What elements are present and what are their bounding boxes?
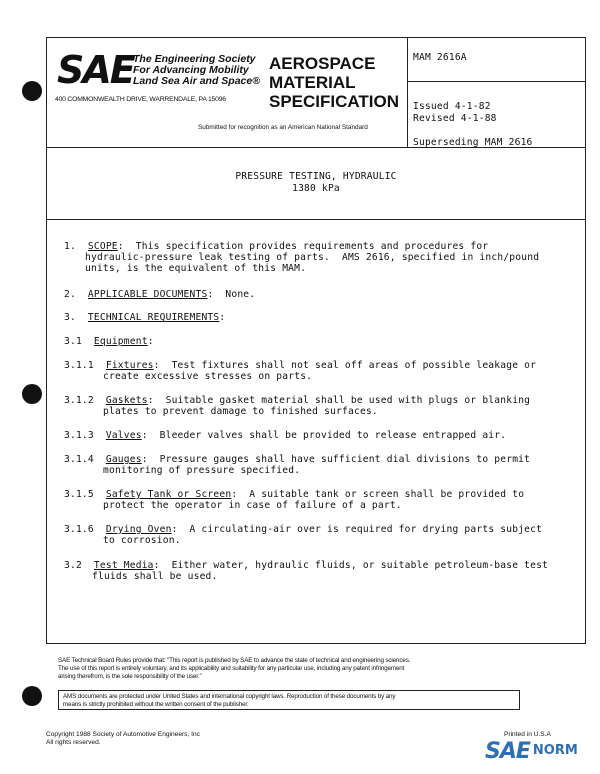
sae-address: 400 COMMONWEALTH DRIVE, WARRENDALE, PA 15096 (55, 96, 226, 103)
punch-hole-top (22, 81, 42, 101)
punch-hole-bottom (22, 686, 42, 706)
section-1-line2: hydraulic-pressure leak testing of parts. AMS 2616, specified in inch/pound (85, 252, 540, 263)
issue-dates: Issued 4-1-82 Revised 4-1-88 (413, 101, 497, 124)
spec-type-heading: AEROSPACE MATERIAL SPECIFICATION (269, 54, 400, 111)
section-3-2-line2: fluids shall be used. (92, 571, 218, 582)
section-3-2-media: 3.2 Test Media: Either water, hydraulic fluids, or suitable petroleum-base test (64, 560, 549, 571)
section-3-1-4-line2: monitoring of pressure specified. (103, 465, 301, 476)
section-3-1-1-line2: create excessive stresses on parts. (103, 371, 313, 382)
doc-number-divider (407, 81, 585, 82)
section-3-1-6-line2: to corrosion. (103, 535, 181, 546)
section-3-1-6-oven: 3.1.6 Drying Oven: A circulating-air over is required for drying parts subject (64, 524, 543, 535)
section-3-1-4-gauges: 3.1.4 Gauges: Pressure gauges shall have sufficient dial divisions to permit (64, 454, 531, 465)
superseding-note: Superseding MAM 2616 (413, 137, 533, 148)
section-1-line3: units, is the equivalent of this MAM. (85, 263, 307, 274)
sae-logo: SAE (57, 48, 134, 92)
section-3-1-equipment: 3.1 Equipment: (64, 336, 154, 347)
copyright-notice-box: AMS documents are protected under United States and international copyright laws. Reproduction of these documents by any means is strictly prohibited without the written consent of the publisher. (58, 690, 520, 710)
printed-in: Printed in U.S.A (504, 731, 551, 738)
section-2-documents: 2. APPLICABLE DOCUMENTS: None. (64, 289, 256, 300)
submitted-note: Submitted for recognition as an American National Standard (198, 124, 368, 131)
section-3-1-5-line2: protect the operator in case of failure of a part. (103, 500, 402, 511)
header-vertical-divider (407, 38, 408, 147)
section-3-1-5-safety: 3.1.5 Safety Tank or Screen: A suitable tank or screen shall be provided to (64, 489, 525, 500)
title-divider (47, 219, 585, 220)
section-3-technical: 3. TECHNICAL REQUIREMENTS: (64, 312, 226, 323)
doc-number: MAM 2616A (413, 52, 467, 63)
section-3-1-2-line2: plates to prevent damage to finished surfaces. (103, 406, 378, 417)
technical-board-rules: SAE Technical Board Rules provide that: "This report is published by SAE to advance the state of technical and engineering sciences. The use of this report is entirely voluntary, and its applicability and suitability for any particular use, including any patent infringement arising therefrom, is the sole responsibility of the user." (58, 657, 411, 680)
section-3-1-1-fixtures: 3.1.1 Fixtures: Test fixtures shall not seal off areas of possible leakage or (64, 360, 537, 371)
copyright-line: Copyright 1988 Society of Automotive Engineers, Inc All rights reserved. (46, 731, 200, 746)
punch-hole-middle (22, 384, 42, 404)
sae-norm-watermark: SAE $^{NORM}$ (485, 739, 578, 764)
section-3-1-2-gaskets: 3.1.2 Gaskets: Suitable gasket material shall be used with plugs or blanking (64, 395, 531, 406)
document-title: PRESSURE TESTING, HYDRAULIC 1380 kPa (235, 171, 397, 194)
section-1-scope: 1. SCOPE: This specification provides requirements and procedures for (64, 241, 489, 252)
section-3-1-3-valves: 3.1.3 Valves: Bleeder valves shall be provided to release entrapped air. (64, 430, 507, 441)
society-tagline: The Engineering Society For Advancing Mobility Land Sea Air and Space® (133, 53, 260, 87)
